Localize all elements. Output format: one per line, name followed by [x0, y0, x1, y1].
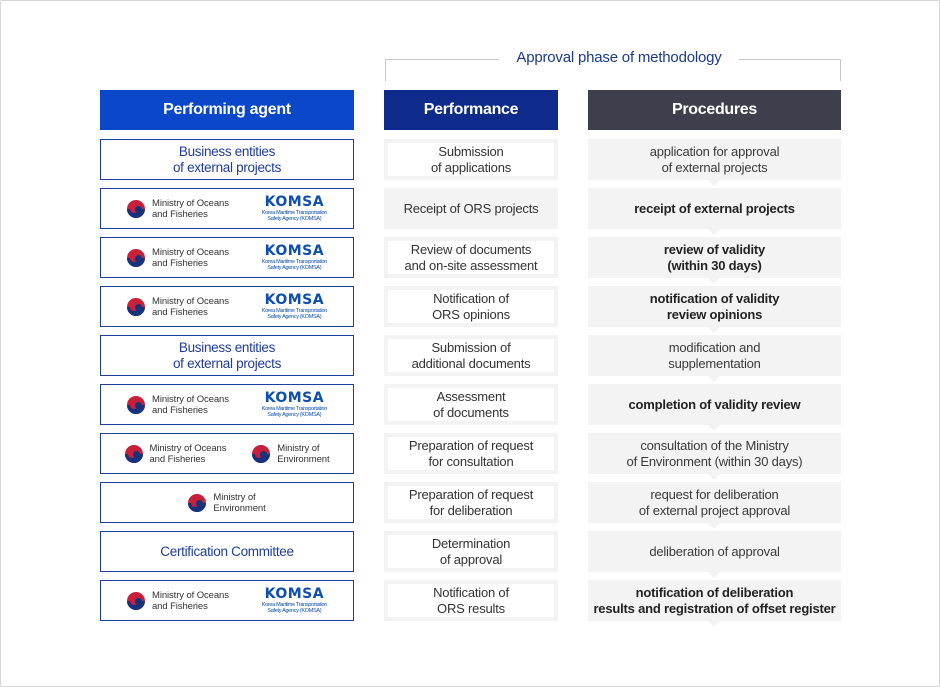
performance-label — [388, 241, 554, 274]
mof-line1: Ministry of Oceans — [152, 295, 229, 307]
mof-line1: Ministry of Oceans — [152, 393, 229, 405]
komsa-wordmark: KOMSA — [264, 389, 325, 406]
process-row — [1, 580, 940, 621]
procedure-line1: consultation of the Ministry — [640, 437, 789, 453]
performance-label — [388, 486, 554, 519]
procedure-cell — [588, 237, 841, 278]
komsa-sub-line1: Korea Maritime Transportation — [261, 209, 327, 216]
agent-cell — [100, 580, 354, 621]
komsa-wordmark: KOMSA — [264, 585, 325, 602]
header-performance: Performance — [384, 90, 558, 130]
moe-line2: Environment — [277, 453, 330, 465]
procedure-line1: review of validity — [663, 241, 766, 257]
procedure-line1: notification of deliberation — [635, 584, 794, 600]
mof-line2: and Fisheries — [152, 306, 208, 318]
procedure-line2: (within 30 days) — [667, 257, 762, 273]
mof-logo-text — [152, 394, 229, 416]
procedure-line2: of external projects — [661, 159, 768, 175]
header-performing-agent: Performing agent — [100, 90, 354, 130]
agent-label — [173, 340, 281, 372]
procedure-line2: review opinions — [666, 306, 763, 322]
performance-line1: Notification of — [433, 584, 509, 600]
performance-label — [388, 437, 554, 470]
performance-line1: Determination — [431, 535, 511, 551]
komsa-sub-line1: Korea Maritime Transportation — [261, 405, 327, 412]
performance-label — [388, 339, 554, 372]
performance-cell — [384, 433, 558, 474]
taegeuk-emblem-icon — [125, 445, 143, 463]
agent-cell — [100, 433, 354, 474]
process-row — [1, 335, 940, 376]
down-arrow-icon — [708, 425, 720, 431]
performance-label — [388, 584, 554, 617]
process-row — [1, 482, 940, 523]
performance-cell — [384, 237, 558, 278]
performance-line1: Preparation of request — [408, 437, 534, 453]
mof-logo — [125, 443, 227, 465]
performance-cell — [384, 482, 558, 523]
procedure-line1: receipt of external projects — [634, 200, 795, 216]
mof-logo-text — [152, 296, 229, 318]
procedure-line1: completion of validity review — [628, 396, 801, 412]
performance-label — [388, 535, 554, 568]
performance-label — [388, 143, 554, 176]
taegeuk-emblem-icon — [127, 298, 145, 316]
mof-logo-text — [150, 443, 227, 465]
agent-label — [173, 144, 281, 176]
agent-cell — [100, 286, 354, 327]
approval-phase-title: Approval phase of methodology — [499, 46, 739, 70]
taegeuk-emblem-icon — [127, 249, 145, 267]
performance-cell — [384, 384, 558, 425]
agent-line2: of external projects — [172, 159, 282, 175]
performance-line2: ORS results — [437, 600, 505, 616]
komsa-subtitle — [262, 406, 327, 419]
performance-cell — [384, 286, 558, 327]
performance-line2: for consultation — [428, 453, 514, 469]
agent-label — [160, 544, 293, 560]
moe-line1: Ministry of — [277, 442, 320, 454]
down-arrow-icon — [708, 180, 720, 186]
down-arrow-icon — [708, 278, 720, 284]
procedure-line1: application for approval — [649, 143, 780, 159]
moe-logo-text — [213, 492, 265, 514]
procedure-cell — [588, 482, 841, 523]
performance-line2: of applications — [430, 159, 512, 175]
komsa-wordmark: KOMSA — [264, 242, 325, 259]
performance-line2: additional documents — [411, 355, 531, 371]
procedure-line1: deliberation of approval — [649, 543, 780, 559]
procedure-line1: request for deliberation — [650, 486, 779, 502]
komsa-sub-line2: Safety Agency (KOMSA) — [267, 314, 322, 320]
process-row — [1, 139, 940, 180]
performance-cell — [384, 188, 558, 229]
process-row — [1, 237, 940, 278]
taegeuk-emblem-icon — [127, 396, 145, 414]
mof-line2: and Fisheries — [152, 257, 208, 269]
taegeuk-emblem-icon — [127, 592, 145, 610]
procedure-cell — [588, 433, 841, 474]
down-arrow-icon — [708, 229, 720, 235]
down-arrow-icon — [708, 376, 720, 382]
down-arrow-icon — [708, 327, 720, 333]
agent-cell — [100, 335, 354, 376]
mof-line2: and Fisheries — [152, 600, 208, 612]
komsa-logo — [262, 587, 327, 615]
performance-line2: of approval — [439, 551, 503, 567]
performance-line2: ORS opinions — [432, 306, 510, 322]
mof-logo-text — [152, 247, 229, 269]
performance-label — [388, 290, 554, 323]
procedure-cell — [588, 335, 841, 376]
mof-line1: Ministry of Oceans — [149, 442, 227, 454]
komsa-sub-line2: Safety Agency (KOMSA) — [267, 608, 322, 614]
taegeuk-emblem-icon — [127, 200, 145, 218]
mof-logo — [127, 247, 229, 269]
komsa-subtitle — [262, 602, 327, 615]
moe-logo — [252, 443, 329, 465]
moe-logo-text — [277, 443, 329, 465]
procedure-line2: of Environment (within 30 days) — [626, 453, 803, 469]
performance-cell — [384, 580, 558, 621]
komsa-sub-line2: Safety Agency (KOMSA) — [267, 265, 322, 271]
process-row — [1, 531, 940, 572]
taegeuk-emblem-icon — [252, 445, 270, 463]
agent-cell — [100, 188, 354, 229]
procedure-cell — [588, 580, 841, 621]
procedure-line2: supplementation — [668, 355, 761, 371]
performance-label — [388, 388, 554, 421]
komsa-subtitle — [262, 308, 327, 321]
moe-logo — [188, 492, 265, 514]
performance-label — [388, 192, 554, 225]
performance-cell — [384, 531, 558, 572]
komsa-logo — [262, 391, 327, 419]
performance-line1: Preparation of request — [408, 486, 534, 502]
komsa-logo — [262, 195, 327, 223]
performance-cell — [384, 335, 558, 376]
komsa-logo — [262, 293, 327, 321]
komsa-sub-line1: Korea Maritime Transportation — [261, 258, 327, 265]
performance-line2: and on-site assessment — [404, 257, 538, 273]
mof-line2: and Fisheries — [152, 208, 208, 220]
process-row — [1, 286, 940, 327]
performance-line1: Submission — [438, 143, 504, 159]
mof-logo — [127, 590, 229, 612]
down-arrow-icon — [708, 572, 720, 578]
mof-logo-text — [152, 198, 229, 220]
procedure-cell — [588, 286, 841, 327]
down-arrow-icon — [708, 621, 720, 627]
komsa-logo — [262, 244, 327, 272]
moe-line2: Environment — [213, 502, 266, 514]
agent-line1: Business entities — [178, 339, 276, 355]
agent-cell — [100, 139, 354, 180]
performance-cell — [384, 139, 558, 180]
taegeuk-emblem-icon — [188, 494, 206, 512]
procedure-cell — [588, 139, 841, 180]
process-row — [1, 433, 940, 474]
header-procedures: Procedures — [588, 90, 841, 130]
komsa-subtitle — [262, 259, 327, 272]
agent-line1: Certification Committee — [160, 543, 294, 559]
mof-line1: Ministry of Oceans — [152, 197, 229, 209]
komsa-subtitle — [262, 210, 327, 223]
mof-line1: Ministry of Oceans — [152, 589, 229, 601]
komsa-sub-line1: Korea Maritime Transportation — [261, 601, 327, 608]
performance-line1: Review of documents — [410, 241, 532, 257]
mof-logo-text — [152, 590, 229, 612]
agent-line2: of external projects — [172, 355, 282, 371]
komsa-sub-line2: Safety Agency (KOMSA) — [267, 412, 322, 418]
mof-logo — [127, 394, 229, 416]
performance-line1: Receipt of ORS projects — [403, 200, 539, 216]
procedure-cell — [588, 531, 841, 572]
mof-logo — [127, 198, 229, 220]
down-arrow-icon — [708, 523, 720, 529]
performance-line2: of documents — [433, 404, 509, 420]
mof-line2: and Fisheries — [149, 453, 206, 465]
process-row — [1, 384, 940, 425]
performance-line2: for deliberation — [429, 502, 513, 518]
performance-line1: Assessment — [436, 388, 506, 404]
process-row — [1, 188, 940, 229]
mof-line1: Ministry of Oceans — [152, 246, 229, 258]
mof-line2: and Fisheries — [152, 404, 208, 416]
agent-cell — [100, 531, 354, 572]
procedure-line1: modification and — [668, 339, 761, 355]
komsa-wordmark: KOMSA — [264, 193, 325, 210]
procedure-line2: results and registration of offset register — [593, 600, 836, 616]
procedure-line1: notification of validity — [649, 290, 780, 306]
agent-cell — [100, 384, 354, 425]
performance-line1: Notification of — [433, 290, 509, 306]
down-arrow-icon — [708, 474, 720, 480]
komsa-sub-line1: Korea Maritime Transportation — [261, 307, 327, 314]
agent-line1: Business entities — [178, 143, 276, 159]
procedure-cell — [588, 188, 841, 229]
mof-logo — [127, 296, 229, 318]
komsa-wordmark: KOMSA — [264, 291, 325, 308]
moe-line1: Ministry of — [213, 491, 256, 503]
komsa-sub-line2: Safety Agency (KOMSA) — [267, 216, 322, 222]
performance-line1: Submission of — [431, 339, 511, 355]
procedure-line2: of external project approval — [638, 502, 791, 518]
agent-cell — [100, 482, 354, 523]
agent-cell — [100, 237, 354, 278]
procedure-cell — [588, 384, 841, 425]
